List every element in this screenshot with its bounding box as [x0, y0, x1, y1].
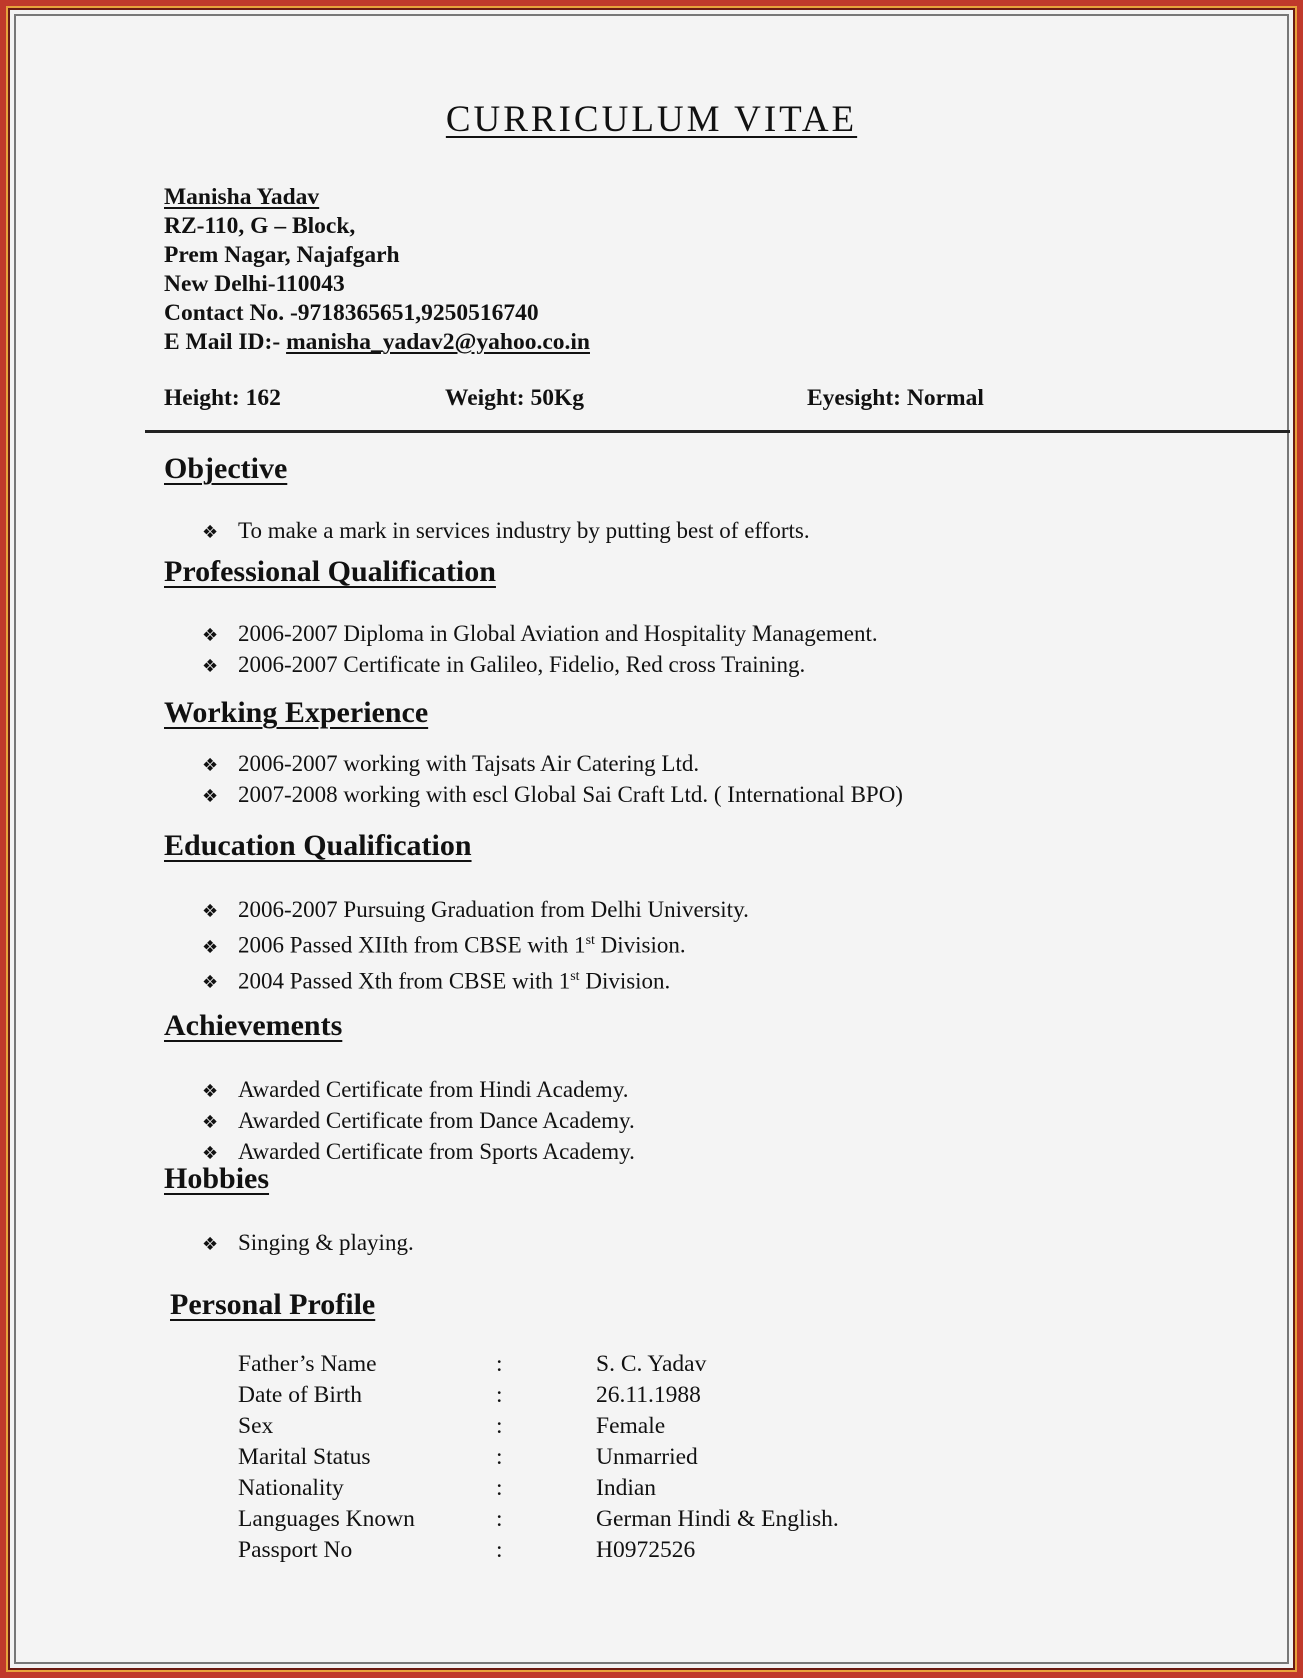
working-experience-heading: Working Experience: [164, 696, 429, 729]
objective-list: [202, 516, 810, 547]
list-item: ❖ 2007-2008 working with escl Global Sai Craft Ltd. ( International BPO): [202, 780, 903, 811]
list-item: ❖ 2006-2007 Diploma in Global Aviation and Hospitality Management.: [202, 619, 878, 650]
email-link[interactable]: manisha_yadav2@yahoo.co.in: [286, 329, 590, 355]
weight-stat: Weight: 50Kg: [445, 385, 585, 411]
list-item: ❖ Awarded Certificate from Hindi Academy.: [202, 1075, 635, 1106]
education-qualification-list: [202, 895, 749, 997]
list-item: ❖ 2006 Passed XIIth from CBSE with 1st Division.: [202, 926, 749, 962]
working-experience-list: [202, 749, 903, 811]
list-item: ❖ 2006-2007 Pursuing Graduation from Delhi University.: [202, 895, 749, 926]
personal-profile-heading: Personal Profile: [170, 1288, 376, 1321]
contact-number: Contact No. -9718365651,9250516740: [164, 300, 539, 326]
professional-qualification-list: [202, 619, 878, 681]
diamond-bullet-icon: ❖: [202, 1143, 219, 1164]
professional-qualification-heading: Professional Qualification: [164, 555, 496, 588]
list-item: ❖ To make a mark in services industry by putting best of efforts.: [202, 516, 810, 547]
list-item: ❖ Awarded Certificate from Sports Academy.: [202, 1137, 635, 1168]
list-item: ❖ 2004 Passed Xth from CBSE with 1st Division.: [202, 962, 749, 998]
address-line-1: RZ-110, G – Block,: [164, 213, 356, 239]
contact-block: [164, 183, 590, 357]
header-divider: [145, 430, 1290, 433]
list-item: ❖ 2006-2007 working with Tajsats Air Catering Ltd.: [202, 749, 903, 780]
document-title: CURRICULUM VITAE: [445, 99, 858, 140]
hobbies-heading: Hobbies: [164, 1162, 270, 1195]
address-line-2: Prem Nagar, Najafgarh: [164, 242, 400, 268]
education-qualification-heading: Education Qualification: [164, 829, 472, 862]
objective-heading: Objective: [164, 452, 288, 485]
achievements-list: [202, 1075, 635, 1168]
diamond-bullet-icon: ❖: [202, 1112, 219, 1133]
address-line-3: New Delhi-110043: [164, 271, 345, 297]
list-item: ❖ Awarded Certificate from Dance Academy.: [202, 1106, 635, 1137]
diamond-bullet-icon: ❖: [202, 972, 219, 994]
diamond-bullet-icon: ❖: [202, 656, 219, 677]
email-label: E Mail ID:-: [164, 329, 287, 355]
height-stat: Height: 162: [164, 385, 281, 411]
diamond-bullet-icon: ❖: [202, 755, 219, 776]
diamond-bullet-icon: ❖: [202, 936, 219, 958]
list-item: ❖ Singing & playing.: [202, 1228, 414, 1259]
diamond-bullet-icon: ❖: [202, 901, 219, 922]
diamond-bullet-icon: ❖: [202, 786, 219, 807]
diamond-bullet-icon: ❖: [202, 1234, 219, 1255]
hobbies-list: [202, 1228, 414, 1259]
candidate-name: Manisha Yadav: [164, 184, 320, 210]
eyesight-stat: Eyesight: Normal: [807, 385, 984, 411]
achievements-heading: Achievements: [164, 1009, 343, 1042]
diamond-bullet-icon: ❖: [202, 625, 219, 646]
diamond-bullet-icon: ❖: [202, 1081, 219, 1102]
list-item: ❖ 2006-2007 Certificate in Galileo, Fidelio, Red cross Training.: [202, 650, 878, 681]
diamond-bullet-icon: ❖: [202, 522, 219, 543]
